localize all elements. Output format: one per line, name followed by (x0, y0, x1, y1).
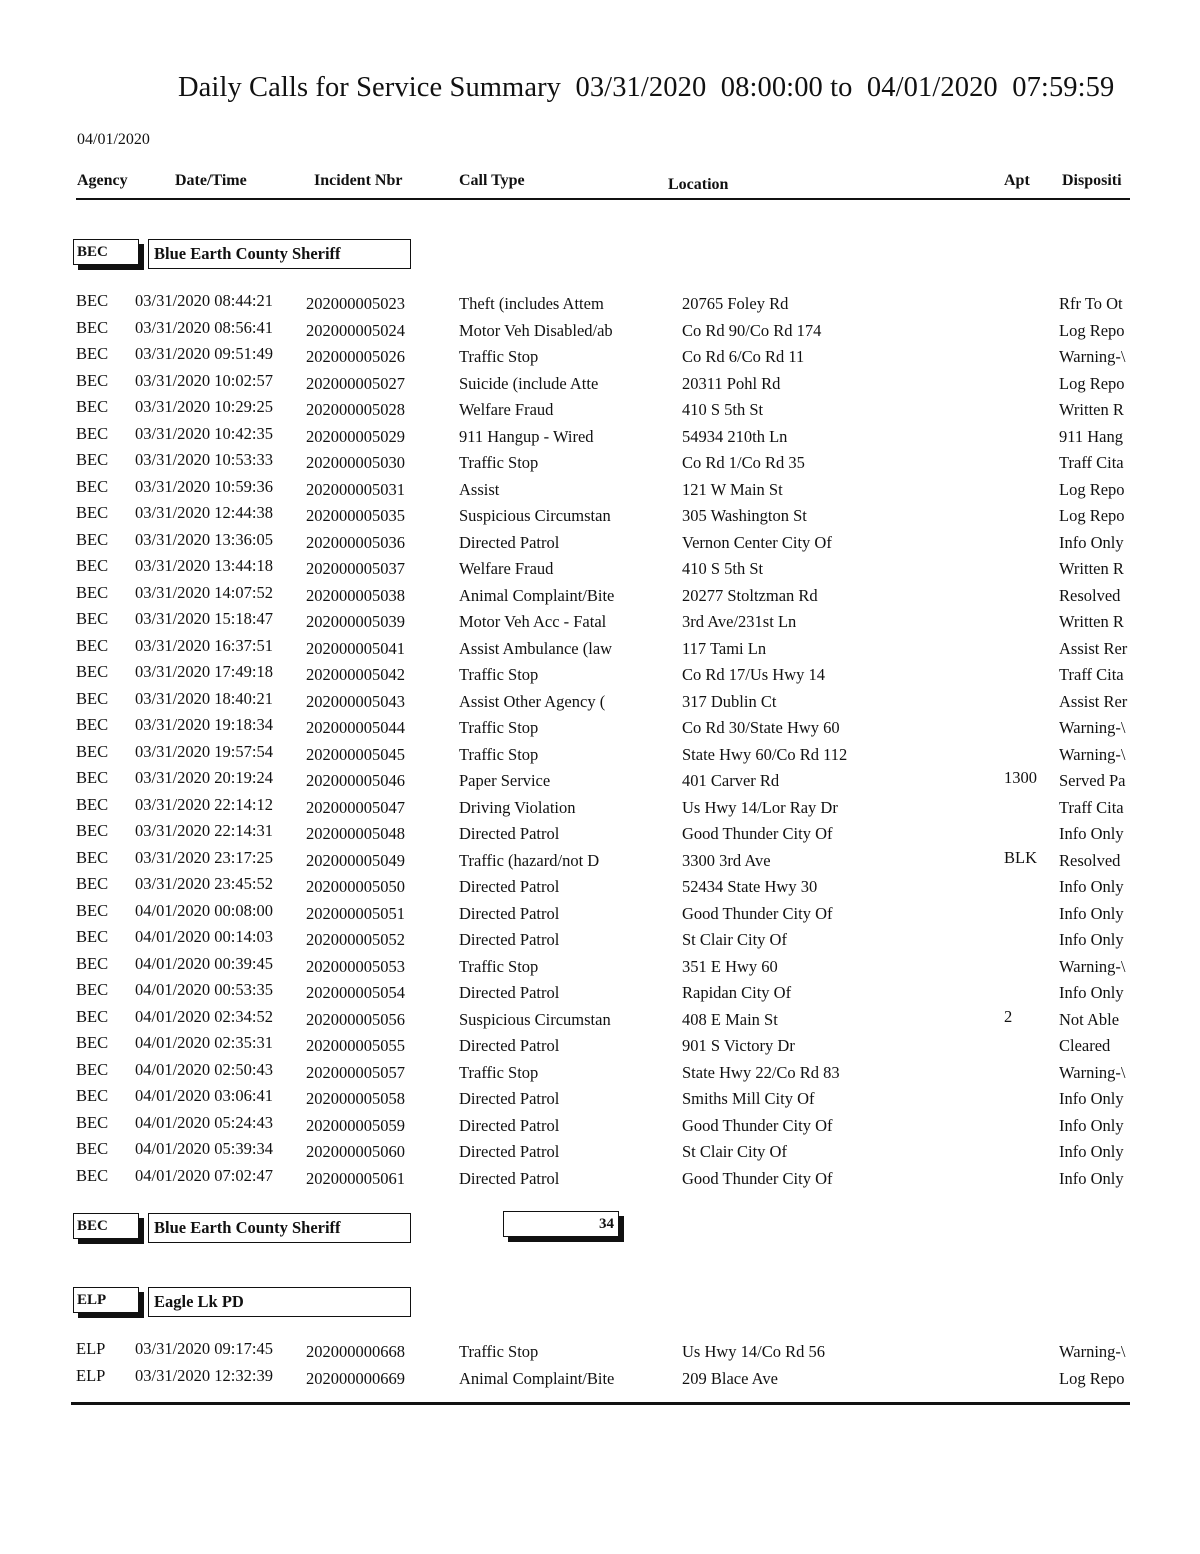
cell-disposition: Info Only (1059, 532, 1124, 552)
cell-call-type: Assist Ambulance (law (459, 638, 613, 658)
section-header-elp (0, 1287, 1130, 1331)
cell-incident-number: 202000005037 (306, 559, 405, 578)
cell-disposition: Info Only (1059, 877, 1124, 896)
cell-datetime: 04/01/2020 02:35:31 (135, 1033, 273, 1052)
cell-agency: ELP (76, 1365, 106, 1385)
cell-agency: BEC (76, 556, 109, 575)
column-header-location: Location (668, 176, 729, 193)
cell-call-type: Directed Patrol (459, 1115, 560, 1135)
cell-disposition: Info Only (1059, 1142, 1124, 1161)
cell-incident-number: 202000005041 (306, 638, 405, 658)
cell-agency: BEC (76, 1165, 109, 1185)
agency-code-box: BEC (73, 239, 139, 265)
cell-location: Co Rd 6/Co Rd 11 (682, 347, 805, 366)
cell-agency: BEC (76, 741, 109, 761)
cell-agency: BEC (76, 450, 109, 469)
cell-disposition: Warning-\ (1059, 1342, 1126, 1361)
cell-datetime: 04/01/2020 00:08:00 (135, 900, 273, 920)
cell-call-type: Animal Complaint/Bite (459, 585, 615, 605)
cell-disposition: Info Only (1059, 1168, 1124, 1188)
cell-datetime: 03/31/2020 10:53:33 (135, 450, 273, 469)
cell-location: Co Rd 17/Us Hwy 14 (682, 665, 826, 684)
cell-datetime: 03/31/2020 20:19:24 (135, 768, 273, 787)
section-header-bec (0, 239, 1130, 283)
cell-incident-number: 202000005028 (306, 400, 405, 419)
cell-call-type: Assist (459, 479, 500, 499)
cell-call-type: Directed Patrol (459, 1036, 560, 1055)
table-row (0, 1086, 1130, 1113)
cell-datetime: 03/31/2020 23:17:25 (135, 847, 273, 867)
cell-incident-number: 202000005047 (306, 797, 405, 817)
table-row (0, 742, 1130, 769)
cell-disposition: 911 Hang (1059, 426, 1124, 446)
cell-agency: BEC (76, 1006, 109, 1026)
cell-datetime: 03/31/2020 17:49:18 (135, 662, 273, 681)
cell-location: 20765 Foley Rd (682, 294, 789, 313)
table-row (0, 530, 1130, 557)
cell-call-type: Directed Patrol (459, 930, 560, 949)
table-row (0, 556, 1130, 583)
cell-location: 20311 Pohl Rd (682, 373, 781, 393)
cell-incident-number: 202000000668 (306, 1342, 405, 1361)
table-row (0, 874, 1130, 901)
cell-datetime: 03/31/2020 16:37:51 (135, 635, 273, 655)
column-header-incident: Incident Nbr (314, 172, 403, 189)
cell-incident-number: 202000005024 (306, 320, 405, 340)
table-row (0, 1139, 1130, 1166)
table-row (0, 1060, 1130, 1087)
cell-location: Good Thunder City Of (682, 1168, 833, 1188)
cell-call-type: Motor Veh Disabled/ab (459, 320, 613, 340)
cell-location: 317 Dublin Ct (682, 691, 777, 711)
cell-location: Smiths Mill City Of (682, 1089, 815, 1108)
cell-datetime: 03/31/2020 14:07:52 (135, 582, 273, 602)
cell-location: 52434 State Hwy 30 (682, 877, 818, 896)
agency-name-box: Blue Earth County Sheriff (148, 1213, 411, 1243)
cell-datetime: 03/31/2020 10:42:35 (135, 423, 273, 443)
cell-location: Co Rd 90/Co Rd 174 (682, 320, 822, 340)
cell-disposition: Log Repo (1059, 373, 1125, 393)
cell-datetime: 03/31/2020 10:59:36 (135, 476, 273, 496)
cell-incident-number: 202000005031 (306, 479, 405, 499)
header-rule (76, 198, 1130, 200)
cell-agency: BEC (76, 423, 109, 443)
cell-call-type: Traffic Stop (459, 1342, 539, 1361)
cell-disposition: Info Only (1059, 903, 1124, 923)
cell-call-type: 911 Hangup - Wired (459, 426, 594, 446)
cell-datetime: 03/31/2020 08:56:41 (135, 317, 273, 337)
table-row (0, 1033, 1130, 1060)
table-row (0, 344, 1130, 371)
cell-agency: BEC (76, 662, 109, 681)
cell-disposition: Info Only (1059, 1089, 1124, 1108)
cell-datetime: 03/31/2020 09:17:45 (135, 1339, 273, 1358)
table-row (0, 662, 1130, 689)
cell-agency: BEC (76, 688, 109, 708)
column-header-agency: Agency (77, 172, 128, 189)
cell-datetime: 03/31/2020 10:02:57 (135, 370, 273, 390)
cell-datetime: 04/01/2020 07:02:47 (135, 1165, 273, 1185)
cell-incident-number: 202000005027 (306, 373, 405, 393)
cell-disposition: Info Only (1059, 824, 1124, 843)
cell-incident-number: 202000005058 (306, 1089, 405, 1108)
cell-disposition: Info Only (1059, 1115, 1124, 1135)
cell-apt: 2 (1004, 1006, 1013, 1026)
cell-agency: BEC (76, 794, 109, 814)
cell-agency: BEC (76, 1139, 109, 1158)
cell-call-type: Animal Complaint/Bite (459, 1368, 615, 1388)
cell-incident-number: 202000005038 (306, 585, 405, 605)
cell-call-type: Paper Service (459, 771, 551, 790)
cell-location: 410 S 5th St (682, 400, 764, 419)
table-row (0, 821, 1130, 848)
cell-location: 401 Carver Rd (682, 771, 780, 790)
cell-datetime: 03/31/2020 13:36:05 (135, 529, 273, 549)
cell-datetime: 03/31/2020 18:40:21 (135, 688, 273, 708)
table-row (0, 477, 1130, 504)
cell-location: Rapidan City Of (682, 983, 792, 1002)
cell-datetime: 03/31/2020 08:44:21 (135, 291, 273, 310)
cell-disposition: Warning-\ (1059, 956, 1126, 976)
section-count-box: 34 (503, 1211, 619, 1237)
cell-incident-number: 202000005046 (306, 771, 405, 790)
cell-call-type: Assist Other Agency ( (459, 691, 606, 711)
column-header-apt: Apt (1004, 172, 1030, 189)
cell-disposition: Log Repo (1059, 506, 1125, 525)
cell-agency: BEC (76, 397, 109, 416)
cell-location: 305 Washington St (682, 506, 807, 525)
cell-disposition: Written R (1059, 559, 1124, 578)
cell-location: Good Thunder City Of (682, 1115, 833, 1135)
cell-agency: BEC (76, 609, 109, 628)
cell-call-type: Traffic (hazard/not D (459, 850, 600, 870)
cell-datetime: 03/31/2020 19:18:34 (135, 715, 273, 734)
cell-datetime: 03/31/2020 12:44:38 (135, 503, 273, 522)
cell-disposition: Info Only (1059, 930, 1124, 949)
column-header-call-type: Call Type (459, 172, 525, 189)
cell-datetime: 04/01/2020 02:50:43 (135, 1059, 273, 1079)
cell-incident-number: 202000005056 (306, 1009, 405, 1029)
cell-location: Co Rd 1/Co Rd 35 (682, 453, 805, 472)
agency-code-box: BEC (73, 1213, 139, 1239)
cell-incident-number: 202000005050 (306, 877, 405, 896)
table-row (0, 689, 1130, 716)
table-row (0, 795, 1130, 822)
cell-agency: BEC (76, 582, 109, 602)
cell-disposition: Log Repo (1059, 479, 1125, 499)
cell-agency: BEC (76, 503, 109, 522)
cell-apt: BLK (1004, 847, 1037, 867)
cell-apt: 1300 (1004, 768, 1037, 787)
table-row (0, 609, 1130, 636)
agency-code-box: ELP (73, 1287, 139, 1313)
table-row (0, 1166, 1130, 1193)
cell-call-type: Suicide (include Atte (459, 373, 599, 393)
cell-call-type: Traffic Stop (459, 665, 539, 684)
agency-name-box: Blue Earth County Sheriff (148, 239, 411, 269)
table-row (0, 318, 1130, 345)
table-row (0, 424, 1130, 451)
cell-agency: BEC (76, 715, 109, 734)
cell-datetime: 04/01/2020 00:53:35 (135, 980, 273, 999)
cell-datetime: 04/01/2020 05:39:34 (135, 1139, 273, 1158)
cell-location: 410 S 5th St (682, 559, 764, 578)
cell-call-type: Suspicious Circumstan (459, 506, 611, 525)
cell-call-type: Directed Patrol (459, 877, 560, 896)
cell-datetime: 04/01/2020 00:14:03 (135, 927, 273, 946)
cell-incident-number: 202000005048 (306, 824, 405, 843)
cell-agency: BEC (76, 953, 109, 973)
cell-disposition: Log Repo (1059, 1368, 1125, 1388)
cell-call-type: Theft (includes Attem (459, 294, 604, 313)
cell-incident-number: 202000005029 (306, 426, 405, 446)
cell-call-type: Directed Patrol (459, 824, 560, 843)
cell-incident-number: 202000005039 (306, 612, 405, 631)
cell-call-type: Welfare Fraud (459, 559, 554, 578)
cell-incident-number: 202000000669 (306, 1368, 405, 1388)
table-row (0, 1339, 1130, 1366)
cell-location: 209 Blace Ave (682, 1368, 778, 1388)
cell-incident-number: 202000005045 (306, 744, 405, 764)
cell-datetime: 03/31/2020 23:45:52 (135, 874, 273, 893)
cell-datetime: 04/01/2020 02:34:52 (135, 1006, 273, 1026)
cell-datetime: 04/01/2020 05:24:43 (135, 1112, 273, 1132)
cell-call-type: Directed Patrol (459, 1089, 560, 1108)
cell-datetime: 03/31/2020 13:44:18 (135, 556, 273, 575)
cell-call-type: Driving Violation (459, 797, 576, 817)
cell-disposition: Assist Rer (1059, 638, 1128, 658)
cell-location: 3300 3rd Ave (682, 850, 771, 870)
cell-call-type: Directed Patrol (459, 1168, 560, 1188)
cell-incident-number: 202000005057 (306, 1062, 405, 1082)
table-row (0, 636, 1130, 663)
cell-incident-number: 202000005036 (306, 532, 405, 552)
cell-location: State Hwy 60/Co Rd 112 (682, 744, 848, 764)
cell-disposition: Resolved (1059, 585, 1121, 605)
cell-location: 121 W Main St (682, 479, 783, 499)
cell-agency: BEC (76, 874, 109, 893)
cell-agency: BEC (76, 1059, 109, 1079)
table-row (0, 715, 1130, 742)
cell-disposition: Written R (1059, 400, 1124, 419)
cell-disposition: Warning-\ (1059, 347, 1126, 366)
table-row (0, 768, 1130, 795)
cell-datetime: 03/31/2020 10:29:25 (135, 397, 273, 416)
cell-call-type: Traffic Stop (459, 744, 539, 764)
column-header-disposition: Dispositi (1062, 172, 1122, 189)
cell-incident-number: 202000005030 (306, 453, 405, 472)
cell-incident-number: 202000005049 (306, 850, 405, 870)
cell-disposition: Written R (1059, 612, 1124, 631)
cell-disposition: Info Only (1059, 983, 1124, 1002)
cell-incident-number: 202000005042 (306, 665, 405, 684)
cell-disposition: Traff Cita (1059, 665, 1124, 684)
cell-location: Co Rd 30/State Hwy 60 (682, 718, 840, 737)
table-row (0, 927, 1130, 954)
cell-disposition: Assist Rer (1059, 691, 1128, 711)
cell-incident-number: 202000005023 (306, 294, 405, 313)
cell-agency: BEC (76, 370, 109, 390)
cell-location: Us Hwy 14/Lor Ray Dr (682, 797, 838, 817)
table-row (0, 901, 1130, 928)
cell-agency: BEC (76, 344, 109, 363)
cell-agency: BEC (76, 476, 109, 496)
table-row (0, 980, 1130, 1007)
cell-disposition: Warning-\ (1059, 744, 1126, 764)
report-print-date: 04/01/2020 (77, 131, 150, 148)
cell-datetime: 03/31/2020 22:14:12 (135, 794, 273, 814)
table-row (0, 397, 1130, 424)
cell-agency: BEC (76, 529, 109, 549)
cell-datetime: 04/01/2020 00:39:45 (135, 953, 273, 973)
table-row (0, 1007, 1130, 1034)
report-title: Daily Calls for Service Summary 03/31/2020 08:00:00 to 04/01/2020 07:59:59 (178, 72, 1115, 103)
cell-location: 351 E Hwy 60 (682, 956, 778, 976)
cell-datetime: 04/01/2020 03:06:41 (135, 1086, 273, 1105)
cell-datetime: 03/31/2020 22:14:31 (135, 821, 273, 840)
cell-call-type: Traffic Stop (459, 347, 539, 366)
cell-location: Us Hwy 14/Co Rd 56 (682, 1342, 826, 1361)
cell-agency: BEC (76, 1086, 109, 1105)
cell-incident-number: 202000005043 (306, 691, 405, 711)
cell-disposition: Warning-\ (1059, 1062, 1126, 1082)
cell-agency: BEC (76, 1112, 109, 1132)
cell-disposition: Traff Cita (1059, 797, 1124, 817)
cell-call-type: Suspicious Circumstan (459, 1009, 611, 1029)
cell-agency: BEC (76, 821, 109, 840)
table-row (0, 371, 1130, 398)
cell-agency: BEC (76, 317, 109, 337)
cell-incident-number: 202000005059 (306, 1115, 405, 1135)
section-footer-bec (0, 1213, 1130, 1257)
cell-incident-number: 202000005051 (306, 903, 405, 923)
cell-agency: BEC (76, 927, 109, 946)
cell-location: Good Thunder City Of (682, 903, 833, 923)
cell-disposition: Log Repo (1059, 320, 1125, 340)
section-rows-elp (0, 1339, 1130, 1392)
cell-call-type: Directed Patrol (459, 532, 560, 552)
cell-call-type: Directed Patrol (459, 903, 560, 923)
cell-location: 20277 Stoltzman Rd (682, 585, 818, 605)
table-row (0, 1113, 1130, 1140)
cell-call-type: Welfare Fraud (459, 400, 554, 419)
cell-call-type: Traffic Stop (459, 718, 539, 737)
table-row (0, 291, 1130, 318)
cell-disposition: Resolved (1059, 850, 1121, 870)
cell-incident-number: 202000005026 (306, 347, 405, 366)
footer-rule (71, 1402, 1130, 1405)
cell-agency: BEC (76, 980, 109, 999)
cell-agency: BEC (76, 1033, 109, 1052)
cell-disposition: Rfr To Ot (1059, 294, 1123, 313)
table-row (0, 848, 1130, 875)
cell-datetime: 03/31/2020 19:57:54 (135, 741, 273, 761)
cell-call-type: Motor Veh Acc - Fatal (459, 612, 607, 631)
cell-agency: BEC (76, 847, 109, 867)
cell-location: Good Thunder City Of (682, 824, 833, 843)
table-row (0, 450, 1130, 477)
cell-location: 408 E Main St (682, 1009, 778, 1029)
cell-call-type: Traffic Stop (459, 453, 539, 472)
cell-datetime: 03/31/2020 09:51:49 (135, 344, 273, 363)
cell-agency: ELP (76, 1339, 106, 1358)
table-row (0, 503, 1130, 530)
cell-disposition: Served Pa (1059, 771, 1126, 790)
cell-agency: BEC (76, 635, 109, 655)
table-row (0, 583, 1130, 610)
cell-incident-number: 202000005054 (306, 983, 405, 1002)
cell-disposition: Not Able (1059, 1009, 1120, 1029)
cell-call-type: Directed Patrol (459, 983, 560, 1002)
cell-location: 901 S Victory Dr (682, 1036, 795, 1055)
cell-location: 54934 210th Ln (682, 426, 788, 446)
cell-incident-number: 202000005061 (306, 1168, 405, 1188)
cell-location: St Clair City Of (682, 930, 787, 949)
cell-location: 3rd Ave/231st Ln (682, 612, 797, 631)
column-header-datetime: Date/Time (175, 172, 247, 189)
section-rows-bec (0, 291, 1130, 1192)
table-row (0, 954, 1130, 981)
cell-location: Vernon Center City Of (682, 532, 832, 552)
cell-disposition: Warning-\ (1059, 718, 1126, 737)
cell-incident-number: 202000005055 (306, 1036, 405, 1055)
cell-incident-number: 202000005035 (306, 506, 405, 525)
cell-incident-number: 202000005044 (306, 718, 405, 737)
cell-datetime: 03/31/2020 12:32:39 (135, 1365, 273, 1385)
cell-location: State Hwy 22/Co Rd 83 (682, 1062, 840, 1082)
cell-call-type: Directed Patrol (459, 1142, 560, 1161)
cell-datetime: 03/31/2020 15:18:47 (135, 609, 273, 628)
cell-location: 117 Tami Ln (682, 638, 767, 658)
cell-call-type: Traffic Stop (459, 956, 539, 976)
cell-disposition: Traff Cita (1059, 453, 1124, 472)
cell-disposition: Cleared (1059, 1036, 1111, 1055)
cell-call-type: Traffic Stop (459, 1062, 539, 1082)
cell-location: St Clair City Of (682, 1142, 787, 1161)
cell-incident-number: 202000005053 (306, 956, 405, 976)
cell-incident-number: 202000005052 (306, 930, 405, 949)
cell-agency: BEC (76, 291, 109, 310)
cell-agency: BEC (76, 768, 109, 787)
agency-name-box: Eagle Lk PD (148, 1287, 411, 1317)
table-row (0, 1366, 1130, 1393)
cell-incident-number: 202000005060 (306, 1142, 405, 1161)
cell-agency: BEC (76, 900, 109, 920)
